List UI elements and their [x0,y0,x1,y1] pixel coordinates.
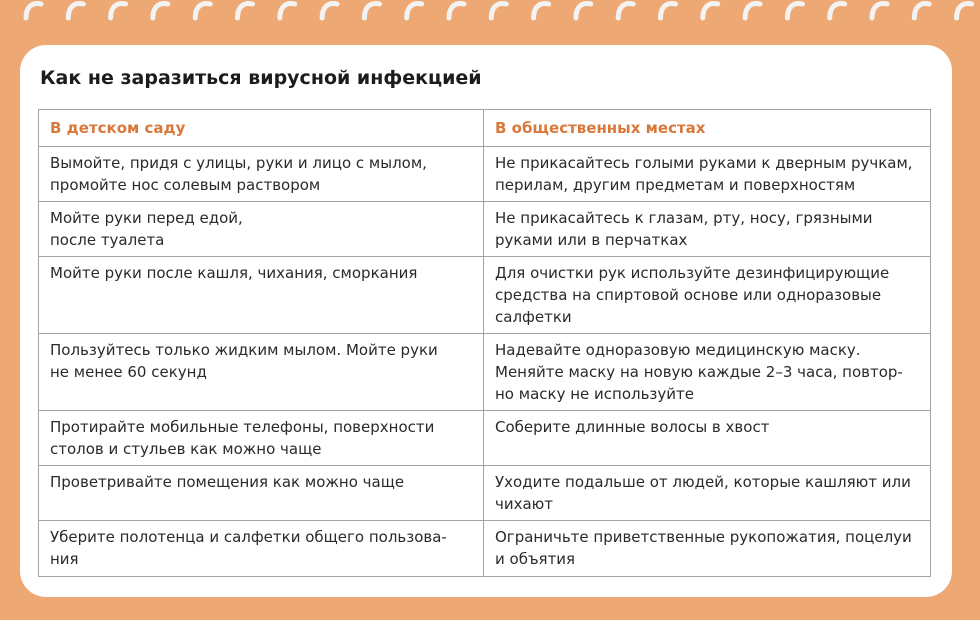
table-cell [484,411,931,466]
binder-ring [364,4,379,18]
cell-text: Не прикасайтесь голыми руками к дверным ручкам, перилам, другим предметам и поверхностям [495,154,913,194]
binder-ring [280,4,295,18]
table-row [39,147,931,202]
table-cell [39,334,484,411]
table-cell [39,466,484,521]
cell-text: Вымойте, придя с улицы, руки и лицо с мылом, промойте нос солевым раствором [50,154,427,194]
binder-ring [661,4,676,18]
table-row [39,334,931,411]
cell-text: Проветривайте помещения как можно чаще [50,473,405,491]
binder-ring [830,4,845,18]
binder-ring [195,4,210,18]
binder-ring [407,4,422,18]
cell-text: Мойте руки перед едой, после туалета [50,209,243,249]
binder-ring [703,4,718,18]
table-cell [39,147,484,202]
binder-ring [914,4,929,18]
cell-text: Уберите полотенца и салфетки общего пользова- ния [50,528,447,568]
content-card [20,45,952,597]
table-cell [39,202,484,257]
cell-text: Не прикасайтесь к глазам, рту, носу, грязными руками или в перчатках [495,209,873,249]
cell-text: Уходите подальше от людей, которые кашляют или чихают [495,473,911,513]
table-cell [484,521,931,577]
table-cell [39,257,484,334]
binder-ring [111,4,126,18]
binder-ring [238,4,253,18]
binder-ring [576,4,591,18]
cell-text: Ограничьте приветственные рукопожатия, поцелуи и объятия [495,528,912,568]
page-title: Как не заразиться вирусной инфекцией [40,67,482,89]
binder-ring [872,4,887,18]
column-header-kindergarten: В детском саду [39,110,484,147]
advice-table [38,109,931,577]
table-cell [484,202,931,257]
table-row [39,411,931,466]
table-cell [484,334,931,411]
binder-ring [491,4,506,18]
table-header-row [39,110,931,147]
table-row [39,466,931,521]
binder-ring [26,4,41,18]
table-row [39,202,931,257]
table-row [39,521,931,577]
table-cell [484,257,931,334]
binder-ring [449,4,464,18]
table-cell [484,466,931,521]
cell-text: Пользуйтесь только жидким мылом. Мойте руки не менее 60 секунд [50,341,438,381]
column-header-public-places: В общественных местах [484,110,931,147]
table-cell [39,411,484,466]
table-cell [39,521,484,577]
table-row [39,257,931,334]
cell-text: Протирайте мобильные телефоны, поверхности столов и стульев как можно чаще [50,418,435,458]
binder-ring [534,4,549,18]
binder-ring [153,4,168,18]
binder-rings [0,0,980,22]
binder-ring [957,4,972,18]
cell-text: Для очистки рук используйте дезинфицирующие средства на спиртовой основе или одноразовые салфетки [495,264,890,326]
binder-ring [322,4,337,18]
binder-ring [745,4,760,18]
table-cell [484,147,931,202]
cell-text: Соберите длинные волосы в хвост [495,418,770,436]
binder-ring [68,4,83,18]
cell-text: Мойте руки после кашля, чихания, сморкания [50,264,418,282]
binder-ring [787,4,802,18]
cell-text: Надевайте одноразовую медицинскую маску. Меняйте маску на новую каждые 2–3 часа, повтор- но маску не используйте [495,341,903,403]
binder-ring [618,4,633,18]
